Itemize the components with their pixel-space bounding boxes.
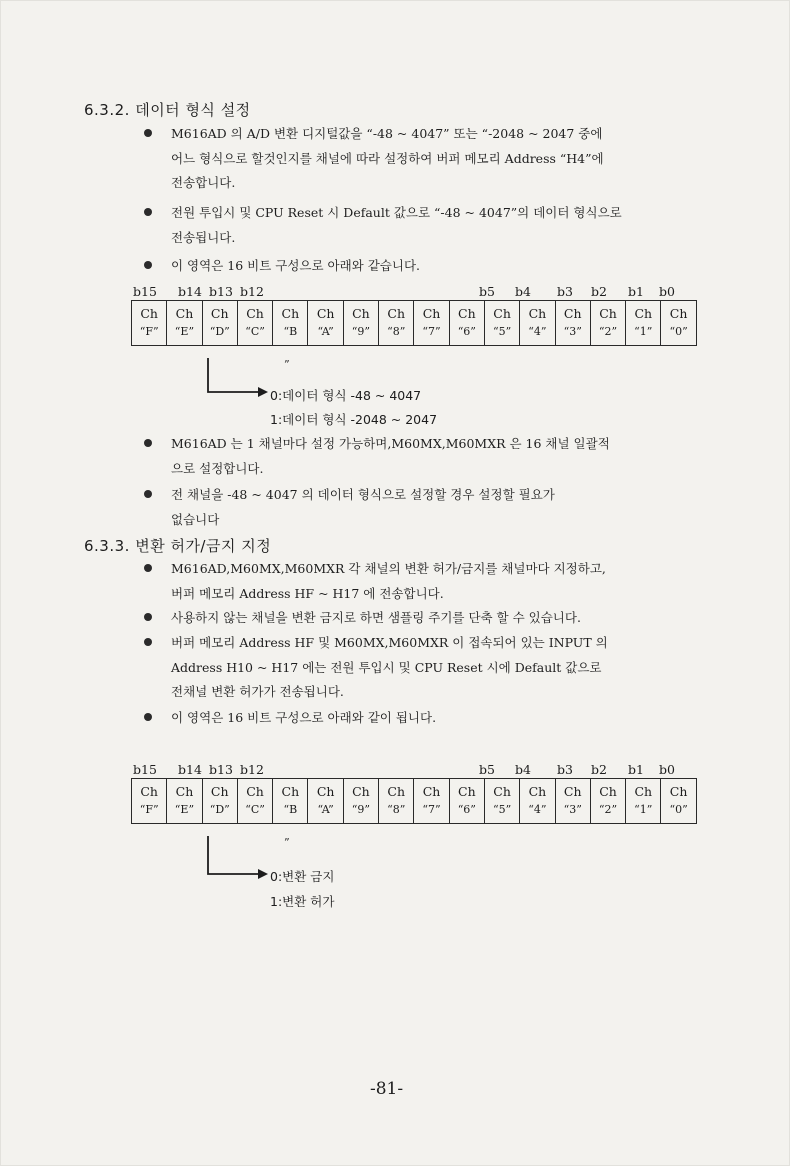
list-item <box>144 432 704 482</box>
section-632-heading: 6.3.2. 데이터 형식 설정 <box>84 101 251 119</box>
bit-label: b14 <box>178 762 202 777</box>
bit-label: b0 <box>659 762 675 777</box>
bit-label: b5 <box>479 284 495 299</box>
text-line: M616AD 는 1 채널마다 설정 가능하며,M60MX,M60MXR 은 16 채널 일괄적 <box>171 436 610 451</box>
bit-label: b3 <box>557 762 573 777</box>
bullet-icon <box>144 638 152 646</box>
register-cell: Ch “1” <box>626 301 661 346</box>
list-item <box>144 557 704 607</box>
arrow-icon <box>200 358 270 400</box>
bullet-icon <box>144 261 152 269</box>
text-line: 이 영역은 16 비트 구성으로 아래와 같습니다. <box>171 258 420 273</box>
bullet-icon <box>144 564 152 572</box>
text-line: 전원 투입시 및 CPU Reset 시 Default 값으로 “-48 ~ 4047”의 데이터 형식으로 <box>171 205 622 220</box>
register-cell: Ch “3” <box>555 301 590 346</box>
register-table <box>131 778 697 824</box>
text-line: 버퍼 메모리 Address HF 및 M60MX,M60MXR 이 접속되어 있는 INPUT 의 <box>171 635 608 650</box>
register-cell: Ch “C” <box>237 779 272 824</box>
bullet-icon <box>144 129 152 137</box>
list-item <box>144 201 704 251</box>
bit-label: b4 <box>515 762 531 777</box>
text-line: 전송합니다. <box>171 175 236 190</box>
legend-item: 0:변환 금지 <box>270 869 335 884</box>
register-cell: Ch “E” <box>167 301 202 346</box>
text-line: 전송됩니다. <box>171 229 236 245</box>
bit-label: b0 <box>659 284 675 299</box>
text-line: 어느 형식으로 할것인지를 채널에 따라 설정하여 버퍼 메모리 Address “H4”에 <box>171 150 604 166</box>
register-cell: Ch “C” <box>237 301 272 346</box>
register-cell: Ch “7” <box>414 301 449 346</box>
text-line: M616AD 의 A/D 변환 디지털값을 “-48 ~ 4047” 또는 “-2048 ~ 2047 중에 <box>171 126 603 141</box>
register-cell: Ch “F” <box>132 779 167 824</box>
bit-label: b1 <box>628 284 644 299</box>
stray-quote: ” <box>284 836 290 849</box>
text-line: 버퍼 메모리 Address HF ~ H17 에 전송합니다. <box>171 585 444 601</box>
stray-quote: ” <box>284 358 290 371</box>
register-cell: Ch “4” <box>520 301 555 346</box>
register-cell: Ch “9” <box>343 779 378 824</box>
text-line: 전 채널을 -48 ~ 4047 의 데이터 형식으로 설정할 경우 설정할 필요가 <box>171 487 555 502</box>
list-item <box>144 254 704 279</box>
bit-label: b12 <box>240 762 264 777</box>
register-cell: Ch “8” <box>379 301 414 346</box>
bullet-icon <box>144 613 152 621</box>
bullet-icon <box>144 490 152 498</box>
bullet-icon <box>144 713 152 721</box>
text-line: 이 영역은 16 비트 구성으로 아래와 같이 됩니다. <box>171 710 437 725</box>
text-line: M616AD,M60MX,M60MXR 각 채널의 변환 허가/금지를 채널마다 지정하고, <box>171 561 606 576</box>
register-cell: Ch “B <box>273 301 308 346</box>
list-item <box>144 631 704 706</box>
register-cell: Ch “6” <box>449 779 484 824</box>
register-table <box>131 300 697 346</box>
register-cell: Ch “0” <box>661 779 696 824</box>
text-line: 으로 설정합니다. <box>171 460 264 476</box>
register-cell: Ch “2” <box>590 301 625 346</box>
register-cell: Ch “B <box>273 779 308 824</box>
register-cell: Ch “3” <box>555 779 590 824</box>
page-number: -81- <box>370 1079 404 1099</box>
register-cell: Ch “8” <box>379 779 414 824</box>
register-cell: Ch “F” <box>132 301 167 346</box>
bit-label: b2 <box>591 762 607 777</box>
bit-label: b4 <box>515 284 531 299</box>
list-item <box>144 122 704 197</box>
register-cell: Ch “D” <box>202 779 237 824</box>
text-line: Address H10 ~ H17 에는 전원 투입시 및 CPU Reset 시에 Default 값으로 <box>171 659 602 675</box>
bit-label: b13 <box>209 762 233 777</box>
bit-label: b12 <box>240 284 264 299</box>
legend-item: 1:변환 허가 <box>270 894 335 909</box>
register-cell: Ch “A” <box>308 779 343 824</box>
bit-label: b1 <box>628 762 644 777</box>
section-633-heading: 6.3.3. 변환 허가/금지 지정 <box>84 537 272 555</box>
legend-item: 0:데이터 형식 -48 ~ 4047 <box>270 388 422 403</box>
list-item <box>144 606 704 631</box>
legend <box>270 864 334 914</box>
legend-item: 1:데이터 형식 -2048 ~ 2047 <box>270 412 438 427</box>
register-cell: Ch “2” <box>590 779 625 824</box>
register-cell: Ch “5” <box>484 301 519 346</box>
register-cell: Ch “7” <box>414 779 449 824</box>
bit-label: b14 <box>178 284 202 299</box>
text-line: 없습니다 <box>171 511 220 527</box>
register-cell: Ch “D” <box>202 301 237 346</box>
legend <box>270 384 437 432</box>
register-cell: Ch “E” <box>167 779 202 824</box>
bit-label: b15 <box>133 762 157 777</box>
bit-label: b5 <box>479 762 495 777</box>
bit-label: b2 <box>591 284 607 299</box>
register-cell: Ch “0” <box>661 301 696 346</box>
text-line: 사용하지 않는 채널을 변환 금지로 하면 샘플링 주기를 단축 할 수 있습니다. <box>171 610 581 625</box>
bit-label: b3 <box>557 284 573 299</box>
list-item <box>144 706 704 731</box>
register-cell: Ch “5” <box>484 779 519 824</box>
bullet-icon <box>144 208 152 216</box>
register-cell: Ch “A” <box>308 301 343 346</box>
list-item <box>144 483 704 533</box>
bit-label: b15 <box>133 284 157 299</box>
bit-label: b13 <box>209 284 233 299</box>
register-cell: Ch “1” <box>626 779 661 824</box>
text-line: 전채널 변환 허가가 전송됩니다. <box>171 684 344 699</box>
register-cell: Ch “6” <box>449 301 484 346</box>
bullet-icon <box>144 439 152 447</box>
register-cell: Ch “9” <box>343 301 378 346</box>
arrow-icon <box>200 836 270 882</box>
register-cell: Ch “4” <box>520 779 555 824</box>
